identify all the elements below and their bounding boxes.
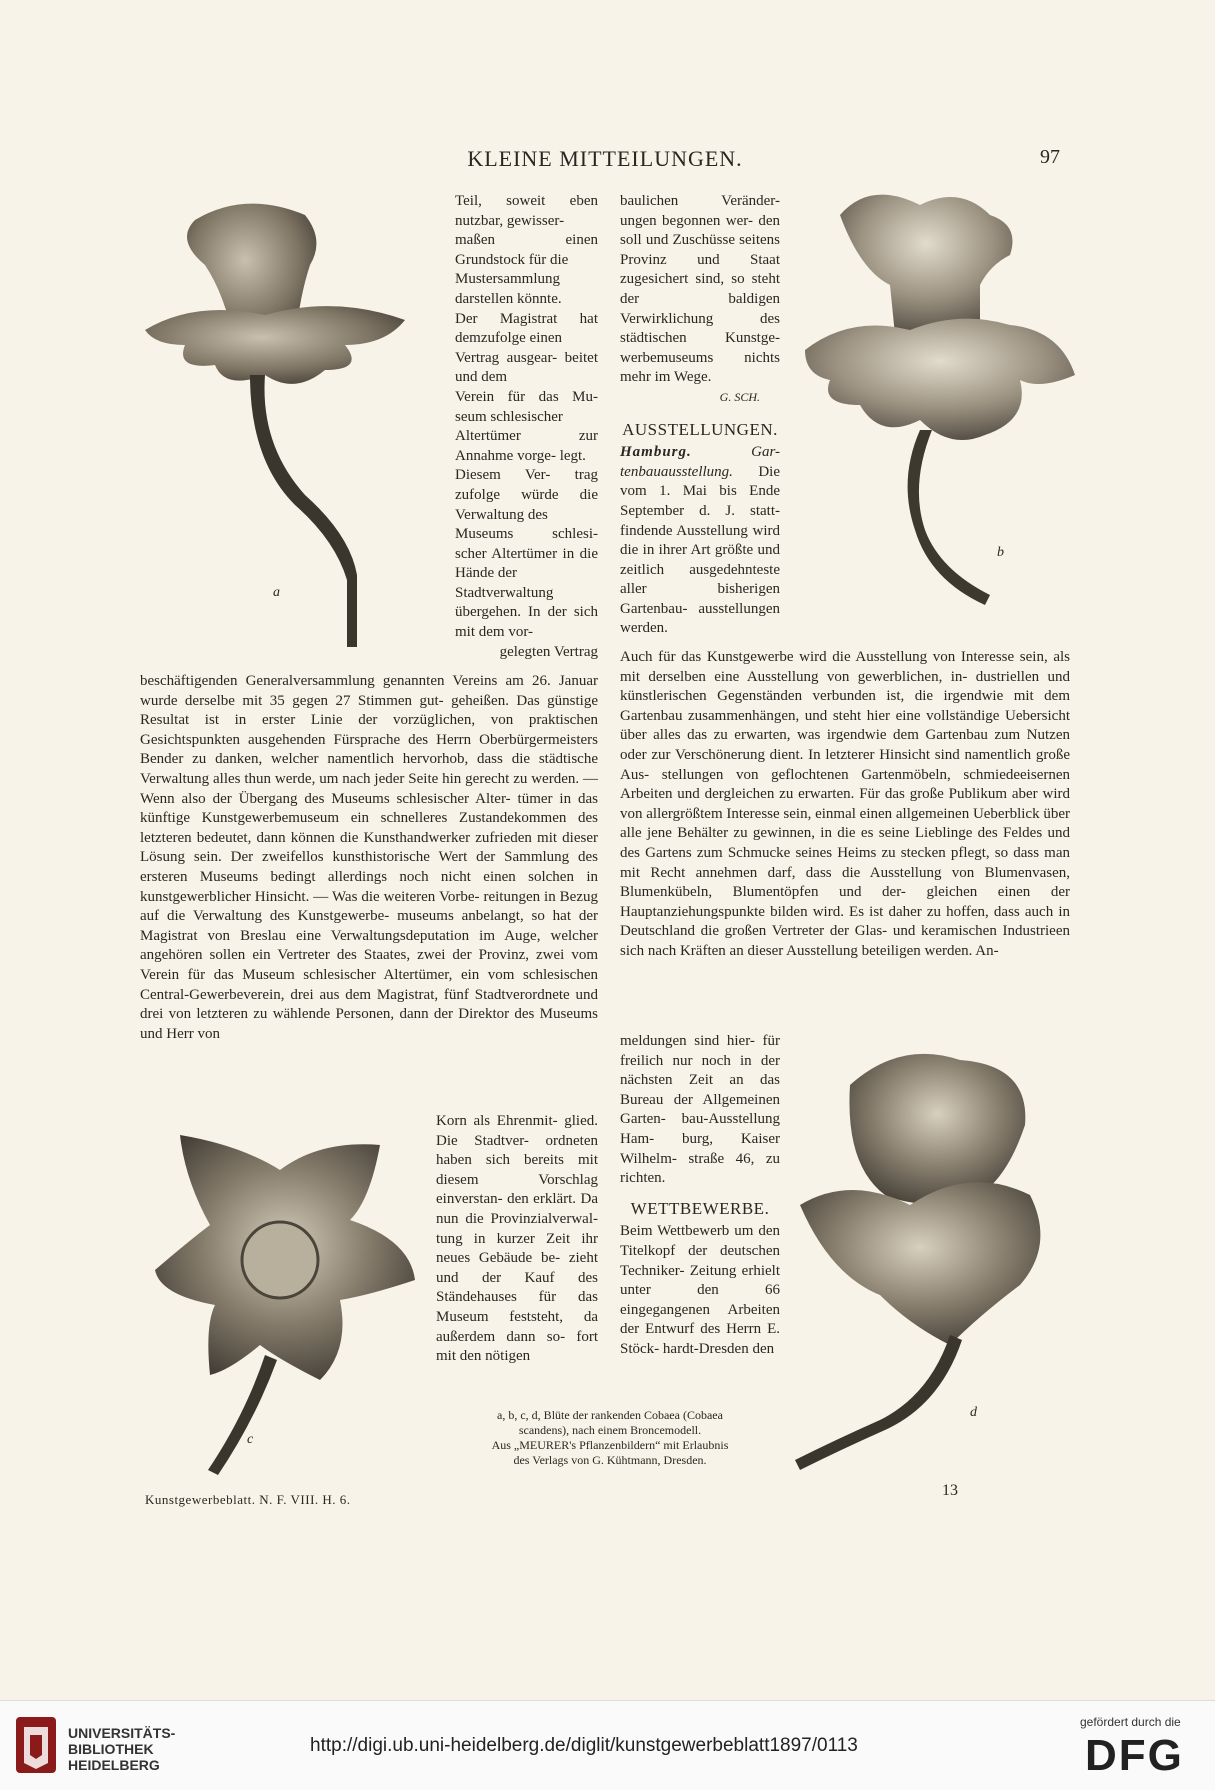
figure-label-a: a bbox=[273, 585, 280, 600]
signature-mark: 13 bbox=[942, 1482, 958, 1499]
column-left-narrow bbox=[436, 1112, 598, 1367]
paragraph-breslau-cont: Korn als Ehrenmit- glied. Die Stadtver- ordneten haben sich bereits mit diesem Vorschlag einverstan- den erklärt. Da nun die Provinzialverwal- tung in kurzer Zeit ihr neues Gebäude be- zieht und der Kauf des Ständehauses für das Museum feststeht, da außerdem dann so- fort mit den nötigen bbox=[436, 1113, 598, 1365]
text-line: Teil, soweit eben nutzbar, gewisser- bbox=[455, 193, 598, 229]
column-right-wide bbox=[620, 648, 1070, 962]
text-line: gelegten Vertrag bbox=[499, 643, 598, 660]
university-seal-icon bbox=[14, 1715, 58, 1775]
figure-caption bbox=[430, 1408, 790, 1468]
hamburg-lead: Hamburg. bbox=[620, 444, 692, 461]
caption-line: Aus „MEURER's Pflanzenbildern“ mit Erlaubnis bbox=[491, 1438, 729, 1452]
paragraph-wettbewerb: Beim Wettbewerb um den Titelkopf der deutschen Techniker- Zeitung erhielt unter den 66 eingegangenen Arbeiten der Entwurf des Herrn E. Stöck- hardt-Dresden den bbox=[620, 1223, 780, 1357]
figure-label-b: b bbox=[997, 545, 1004, 560]
figure-c-flower bbox=[150, 1130, 430, 1500]
text-line: maßen einen Grundstock für die bbox=[455, 232, 598, 268]
heading-wettbewerbe: WETTBEWERBE. bbox=[630, 1198, 770, 1218]
text-line: Mustersammlung darstellen könnte. bbox=[455, 271, 562, 307]
library-name: UNIVERSITÄTS- BIBLIOTHEK HEIDELBERG bbox=[68, 1725, 176, 1773]
dfg-logo: DFG bbox=[1085, 1731, 1184, 1780]
library-bar bbox=[0, 1700, 1215, 1790]
paragraph-anmeldungen: meldungen sind hier- für freilich nur noch in der nächsten Zeit an das Bureau der Allgemeinen Garten- bau-Ausstellung Ham- burg, Kaiser Wilhelm- straße 46, zu richten. bbox=[620, 1033, 780, 1187]
figure-label-d: d bbox=[970, 1405, 977, 1420]
hamburg-italic: Gar- tenbauausstellung. bbox=[620, 444, 780, 480]
column-left-main bbox=[140, 672, 598, 1044]
hamburg-text: Die vom 1. Mai bis Ende September d. J. statt- findende Ausstellung wird die in ihrer Art größte und zeitlich ausgedehnteste aller bisherigen Gartenbau- ausstellungen werden. bbox=[620, 463, 780, 637]
column-right-top bbox=[620, 192, 780, 639]
paragraph-kunstgewerbe: Auch für das Kunstgewerbe wird die Ausstellung von Interesse sein, als mit derselben eine Ausstellung von gewerblichen, in- dustriellen und künstlerischen Gegenständen verbunden ist, die irgendwie mit dem Gartenbau zusammenhängen, und steht hier eine vollständige Uebersicht über alles das zu erwarten, was irgendwie dem Gartenbau zum Nutzen oder zur Verschönerung dient. In letzterer Hinsicht sind namentlich große Aus- stellungen von geflochtenen Gartenmöbeln, schmiedeeisernen Arbeiten und dergleichen zu erwarten. Für das große Publikum aber wird von allergrößtem Interesse sein, einmal einen allgemeinen Ueberblick über alle jene Behälter zu gewinnen, in die es seine Lieblinge des Feldes und des Gartens zum Schmucke seines Heims zu stecken pflegt, so dass man mit Recht annehmen darf, dass die Ausstellung von Blumenvasen, Blumenkübeln, Blumentöpfen und der- gleichen einen der Hauptanziehungspunkte bilden wird. Es ist daher zu hoffen, dass auch in Deutschland die großen Vertreter der Glas- und keramischen Industrieen sich nach Kräften an dieser Ausstellung beteiligen werden. An- bbox=[620, 649, 1070, 959]
text-line: Der Magistrat hat demzufolge einen bbox=[455, 310, 598, 347]
figure-b-bellflower bbox=[800, 185, 1085, 615]
text-line: Altertümer zur Annahme vorge- legt. bbox=[455, 428, 598, 464]
page-number: 97 bbox=[1040, 146, 1060, 168]
paragraph-hamburg bbox=[620, 443, 780, 639]
caption-line: des Verlags von G. Kühtmann, Dresden. bbox=[513, 1453, 707, 1467]
author-signature: G. SCH. bbox=[719, 389, 760, 404]
figure-label-c: c bbox=[247, 1432, 254, 1447]
column-right-narrow bbox=[620, 1032, 780, 1360]
text-line: Museums schlesi- scher Altertümer in die Hände der bbox=[455, 526, 598, 582]
text-line: Vertrag ausgear- beitet und dem bbox=[455, 349, 598, 386]
caption-line: scandens), nach einem Broncemodell. bbox=[518, 1423, 702, 1437]
heading-ausstellungen: AUSSTELLUNGEN. bbox=[622, 419, 778, 439]
running-title: KLEINE MITTEILUNGEN. bbox=[467, 146, 743, 171]
column-mid-narrow bbox=[455, 192, 598, 662]
sponsor-text: gefördert durch die bbox=[1080, 1715, 1181, 1729]
figure-a-bellflower bbox=[135, 195, 455, 665]
paragraph-breslau: beschäftigenden Generalversammlung genannten Vereins am 26. Januar wurde derselbe mit 35 gegen 27 Stimmen gut- geheißen. Das günstige Resultat ist in erster Linie der vorzüglichen, von praktischen Gesichtspunkten ausgehenden Fürsprache des Herrn Oberbürgermeisters Bender zu danken, welcher namentlich hervorhob, dass die städtische Verwaltung alles thun werde, um nach jeder Seite hin gerecht zu werden. — Wenn also der Übergang des Museums schlesischer Alter- tümer in das künftige Kunstgewerbemuseum ein schnelleres Zustandekommen des letzteren bedeutet, dann können die Kunsthandwerker zufrieden mit dieser Lösung sein. Der zweifellos kunsthistorische Wert der Sammlung des ersteren Museums bedingt allerdings noch nicht einen solchen in kunstgewerblicher Hinsicht. — Was die weiteren Vorbe- reitungen in Bezug auf die Verwaltung des Kunstgewerbe- museums anbelangt, so hat der Magistrat von Breslau eine Verwaltungsdeputation im Auge, welcher angehören sollen ein Vertreter des Staates, zwei der Provinz, zwei vom Verein für das Museum schlesischer Altertümer, ein vom schlesischen Central-Gewerbeverein, drei aus dem Magistrat, fünf Stadtverordnete und drei von letzteren zu wählende Personen, dann der Direktor des Museums und Herr von bbox=[140, 673, 598, 1042]
text-line: Diesem Ver- trag zufolge würde die Verwaltung des bbox=[455, 467, 598, 523]
paragraph-breslau-end: baulichen Veränder- ungen begonnen wer- den soll und Zuschüsse seitens Provinz und Staat zugesichert sind, so steht der baldigen Verwirklichung des städtischen Kunstge- werbemuseums nichts mehr im Wege. bbox=[620, 193, 780, 386]
journal-footer: Kunstgewerbeblatt. N. F. VIII. H. 6. bbox=[145, 1492, 351, 1507]
figure-d-flower bbox=[790, 1045, 1085, 1485]
text-line: Verein für das Mu- seum schlesischer bbox=[455, 388, 598, 425]
caption-line: a, b, c, d, Blüte der rankenden Cobaea (Cobaea bbox=[497, 1408, 723, 1422]
permalink-url[interactable]: http://digi.ub.uni-heidelberg.de/diglit/kunstgewerbeblatt1897/0113 bbox=[310, 1735, 858, 1756]
text-line: Stadtverwaltung übergehen. In der sich mit dem vor- bbox=[455, 584, 598, 641]
